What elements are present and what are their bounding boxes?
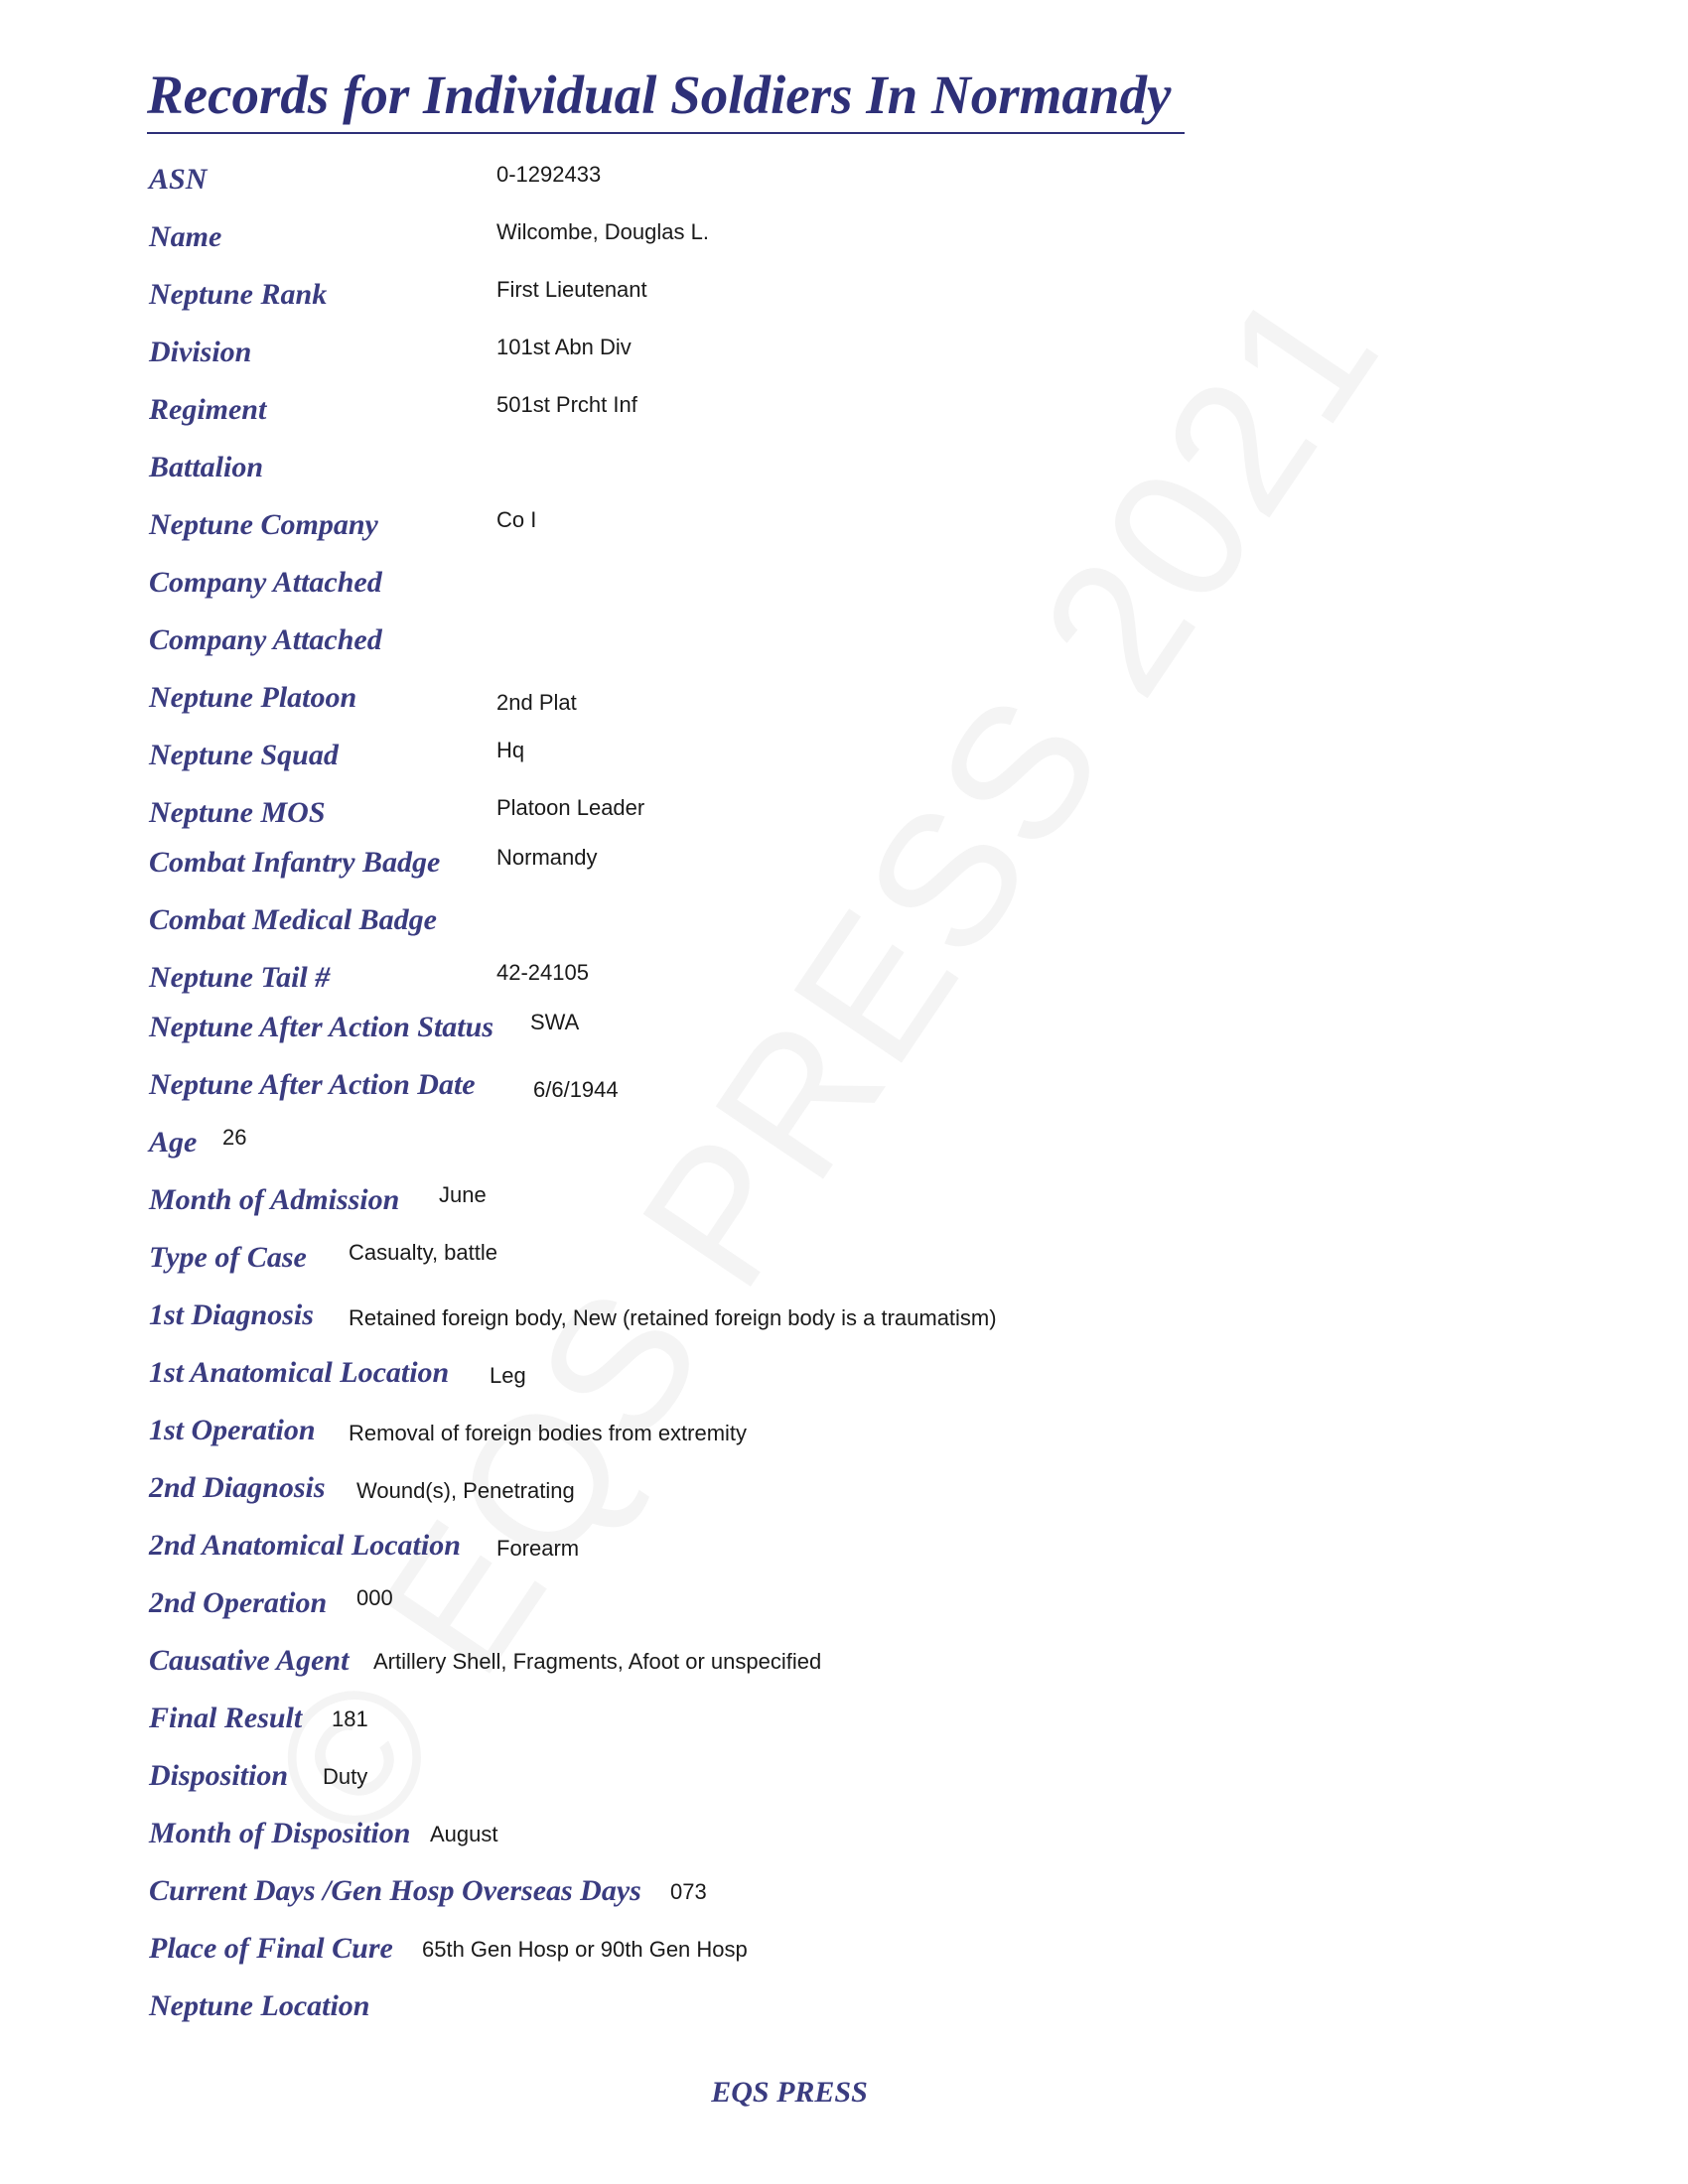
field-label: ASN [149,163,208,196]
field-neptune-location [0,1986,1688,2026]
field-asn [0,160,1688,200]
field-label: 2nd Operation [149,1586,328,1619]
field-value: SWA [530,1010,580,1034]
title-underline [147,132,1185,134]
field-label: 1st Operation [149,1414,316,1446]
field-label: 2nd Diagnosis [149,1471,326,1504]
field-value: Wilcombe, Douglas L. [496,219,709,244]
field-combat-infantry-badge [0,843,1688,883]
field-type-of-case [0,1238,1688,1278]
field-label: Age [149,1126,198,1159]
field-value: 6/6/1944 [533,1077,619,1102]
field-label: Neptune After Action Status [149,1011,493,1043]
field-label: Neptune After Action Date [149,1068,476,1101]
field-label: Causative Agent [149,1644,350,1677]
field-label: 2nd Anatomical Location [149,1529,461,1562]
field-disposition [0,1756,1688,1796]
field-value: Leg [490,1363,526,1388]
field-label: Combat Infantry Badge [149,846,441,879]
field-value: Wound(s), Penetrating [356,1478,575,1503]
field-neptune-platoon [0,678,1688,718]
field-neptune-squad [0,736,1688,775]
field-value: 501st Prcht Inf [496,392,637,417]
field-label: 1st Anatomical Location [149,1356,450,1389]
field-causative-agent [0,1641,1688,1681]
field-value: Retained foreign body, New (retained foreign body is a traumatism) [349,1305,997,1330]
field-month-of-disposition [0,1814,1688,1853]
field-value: Hq [496,738,525,762]
field-label: Neptune Squad [149,739,339,771]
field-label: Company Attached [149,623,382,656]
field-value: Forearm [496,1536,580,1561]
field-label: 1st Diagnosis [149,1298,314,1331]
field-age [0,1123,1688,1162]
field-combat-medical-badge [0,900,1688,940]
field-value: 101st Abn Div [496,335,632,359]
field-2nd-anatomical-location [0,1526,1688,1566]
field-value: Platoon Leader [496,795,645,820]
field-2nd-operation [0,1583,1688,1623]
field-place-of-final-cure [0,1929,1688,1969]
copyright-watermark [233,253,1414,1870]
field-value: 26 [222,1125,247,1150]
field-company-attached-2 [0,620,1688,660]
field-neptune-company [0,505,1688,545]
field-value: 181 [332,1706,368,1731]
page-title: Records for Individual Soldiers In Normandy [147,65,1172,125]
field-value: August [430,1822,498,1846]
field-final-result [0,1699,1688,1738]
field-name [0,217,1688,257]
field-label: Neptune Platoon [149,681,357,714]
field-label: Month of Disposition [149,1817,411,1849]
field-value: 073 [670,1879,707,1904]
field-value: 0-1292433 [496,162,602,187]
field-label: Month of Admission [149,1183,400,1216]
field-value: 65th Gen Hosp or 90th Gen Hosp [422,1937,748,1962]
field-value: 2nd Plat [496,690,577,715]
field-label: Name [149,220,222,253]
field-company-attached [0,563,1688,603]
field-days-overseas [0,1871,1688,1911]
field-regiment [0,390,1688,430]
field-month-of-admission [0,1180,1688,1220]
field-1st-operation [0,1411,1688,1450]
field-label: Neptune Company [149,508,378,541]
field-label: Division [149,336,252,368]
field-after-action-date [0,1065,1688,1105]
field-value: First Lieutenant [496,277,647,302]
field-label: Neptune Rank [149,278,328,311]
field-battalion [0,448,1688,487]
field-value: June [439,1182,487,1207]
field-label: Final Result [149,1702,303,1734]
field-label: Company Attached [149,566,382,599]
field-after-action-status [0,1008,1688,1047]
field-label: Current Days /Gen Hosp Overseas Days [149,1874,641,1907]
field-label: Disposition [149,1759,289,1792]
field-label: Place of Final Cure [149,1932,393,1965]
field-1st-diagnosis [0,1296,1688,1335]
field-1st-anatomical-location [0,1353,1688,1393]
field-division [0,333,1688,372]
field-neptune-mos [0,793,1688,833]
field-label: Battalion [149,451,264,483]
field-value: Co I [496,507,537,532]
field-value: Casualty, battle [349,1240,498,1265]
field-label: Neptune MOS [149,796,326,829]
field-value: Artillery Shell, Fragments, Afoot or unspecified [373,1649,822,1674]
field-label: Type of Case [149,1241,307,1274]
field-value: 42-24105 [496,960,589,985]
field-label: Regiment [149,393,267,426]
field-value: Removal of foreign bodies from extremity [349,1421,748,1445]
field-value: Duty [323,1764,368,1789]
publisher-footer: EQS PRESS [711,2076,868,2109]
field-value: 000 [356,1585,393,1610]
field-neptune-tail [0,958,1688,998]
field-label: Neptune Location [149,1989,370,2022]
field-neptune-rank [0,275,1688,315]
field-2nd-diagnosis [0,1468,1688,1508]
field-label: Combat Medical Badge [149,903,437,936]
field-value: Normandy [496,845,598,870]
field-label: Neptune Tail # [149,961,331,994]
